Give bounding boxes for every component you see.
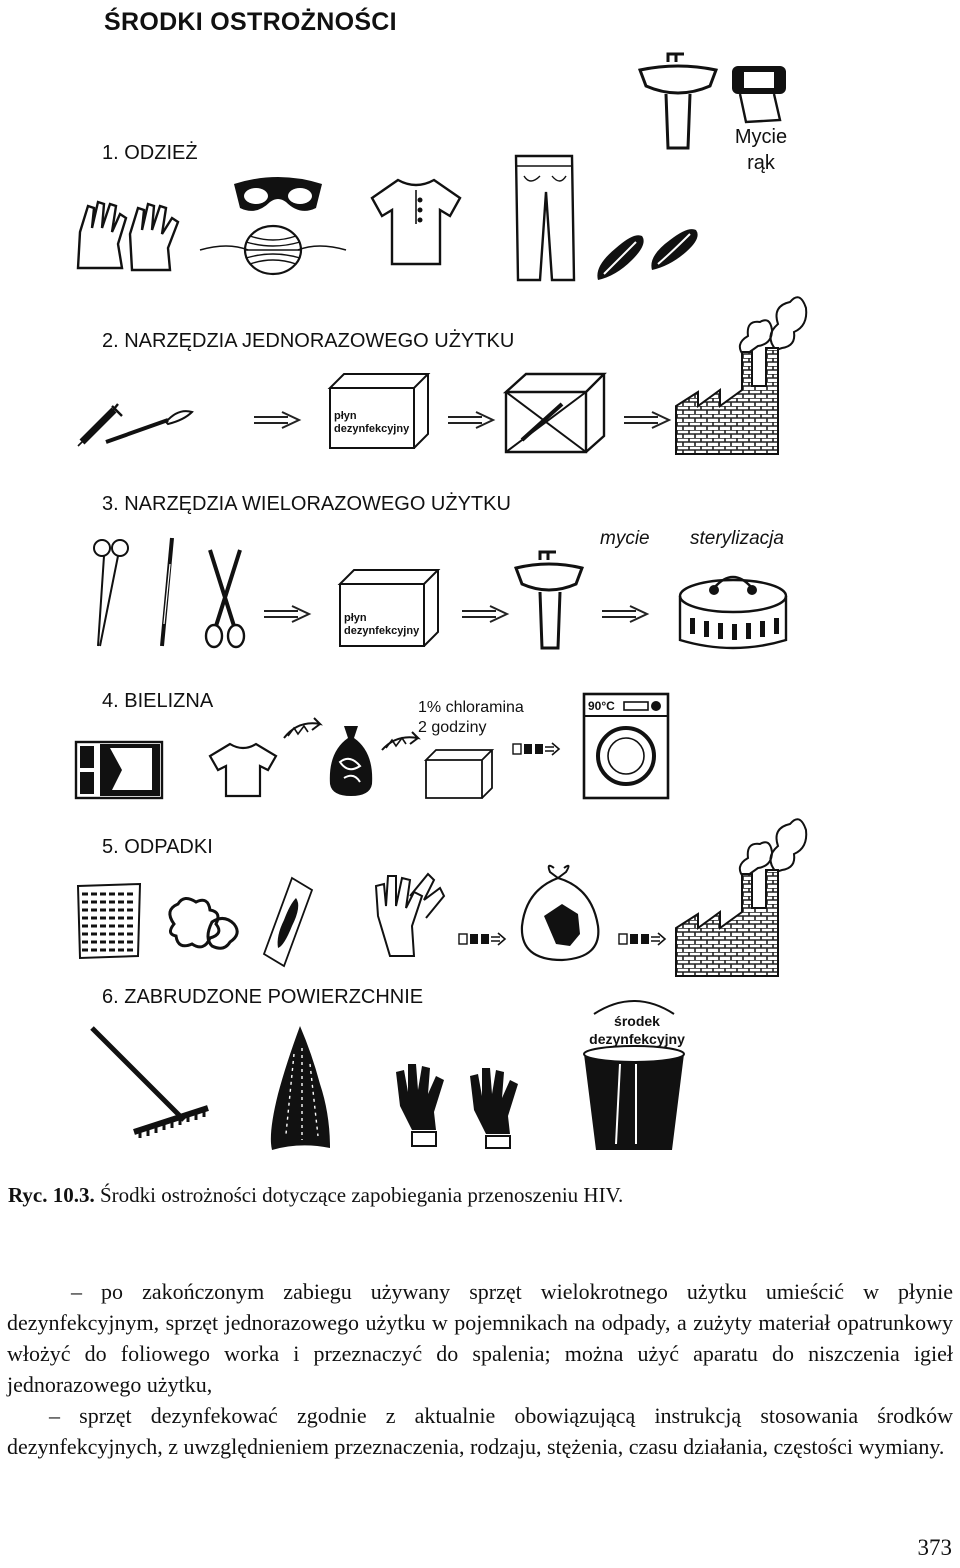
disinfectant-box-icon xyxy=(424,748,494,800)
box-label-line2: dezynfekcyjny xyxy=(334,423,410,435)
sealed-box-icon xyxy=(502,370,608,456)
box-label-line1: płyn xyxy=(334,410,357,422)
hand-wash-label-line1: Mycie xyxy=(734,126,788,148)
chloramine-label-line1: 1% chloramina xyxy=(418,699,524,716)
arrow-icon xyxy=(622,410,672,430)
shirt-icon xyxy=(368,176,464,268)
caption-text: Środki ostrożności dotyczące zapobiegania przenoszeniu HIV. xyxy=(100,1183,624,1207)
arrow-icon xyxy=(460,604,510,624)
sink-icon xyxy=(514,548,584,652)
step-sterilize-label: sterylizacja xyxy=(690,528,784,549)
page-number: 373 xyxy=(917,1535,952,1560)
bag-icon xyxy=(326,722,376,798)
box-label-line2: dezynfekcyjny xyxy=(344,625,420,637)
gloves-icon xyxy=(72,192,184,274)
trousers-icon xyxy=(510,152,580,284)
gauze-icon xyxy=(74,882,144,960)
figure-title: ŚRODKI OSTROŻNOŚCI xyxy=(104,8,397,36)
scissors-icon xyxy=(200,546,250,652)
arrow-icon xyxy=(512,740,560,758)
chloramine-label-line2: 2 godziny xyxy=(418,719,487,736)
shoe-covers-icon xyxy=(594,226,704,284)
hand-wash-label-line2: rąk xyxy=(747,152,775,174)
section-label-surfaces: 6. ZABRUDZONE POWIERZCHNIE xyxy=(102,986,424,1008)
towel-dispenser-icon xyxy=(728,64,790,126)
figure-caption xyxy=(8,1183,623,1208)
step-wash-label: mycie xyxy=(600,528,650,549)
scalpel-icon xyxy=(104,410,194,444)
arrow-icon xyxy=(600,604,650,624)
body-paragraph-2: – sprzęt dezynfekować zgodnie z aktualnie obowiązującą instrukcją stosowania środków dezynfekcyjnych, z uwzględnieniem przeznaczenia, rodzaju, stężenia, czasu działania, częstości wymiany. xyxy=(7,1403,953,1459)
body-paragraph-1: – po zakończonym zabiegu używany sprzęt wielokrotnego użytku umieścić w płynie dezynfekcyjnym, sprzęt jednorazowego użytku w pojemnikach na odpady, a zużyty materiał opatrunkowy włożyć do foliowego worka i przeznaczyć do spalenia; można użyć aparatu do niszczenia igieł jednorazowego użytku, xyxy=(7,1279,953,1397)
waste-bag-icon xyxy=(518,862,604,964)
gloves-icon xyxy=(370,866,446,962)
mask-icon xyxy=(198,222,348,278)
section-label-disposable-tools: 2. NARZĘDZIA JEDNORAZOWEGO UŻYTKU xyxy=(102,330,515,352)
bucket-label-line1: środek xyxy=(614,1013,660,1029)
arrow-icon xyxy=(262,604,312,624)
bucket-label-line2: dezynfekcyjny xyxy=(589,1031,685,1047)
factory-incinerator-icon xyxy=(674,286,808,458)
sterilizer-drum-icon xyxy=(676,566,790,656)
bedsheet-icon xyxy=(74,740,164,800)
broom-icon xyxy=(88,1024,218,1140)
box-label-line1: płyn xyxy=(344,612,367,624)
shirt-icon xyxy=(208,740,278,800)
arrow-icon xyxy=(458,930,506,948)
section-label-clothing: 1. ODZIEŻ xyxy=(102,142,198,164)
section-label-reusable-tools: 3. NARZĘDZIA WIELORAZOWEGO UŻYTKU xyxy=(102,493,511,515)
section-label-linen: 4. BIELIZNA xyxy=(102,690,214,712)
arrow-icon xyxy=(446,410,496,430)
arrow-icon xyxy=(618,930,666,948)
caption-label: Ryc. 10.3. xyxy=(8,1183,95,1207)
sink-icon xyxy=(638,52,718,152)
section-label-waste: 5. ODPADKI xyxy=(102,836,213,858)
arrow-icon xyxy=(252,410,302,430)
goggles-icon xyxy=(232,172,324,218)
factory-incinerator-icon xyxy=(674,808,808,980)
cotton-icon xyxy=(164,894,244,956)
probe-icon xyxy=(152,534,182,650)
rag-icon xyxy=(266,1024,336,1152)
washer-temp-label: 90°C xyxy=(588,699,615,713)
pad-icon xyxy=(262,876,314,968)
body-text xyxy=(7,1276,953,1462)
arrow-icon xyxy=(280,716,326,742)
forceps-icon xyxy=(90,538,132,650)
gloves-icon xyxy=(394,1060,522,1150)
